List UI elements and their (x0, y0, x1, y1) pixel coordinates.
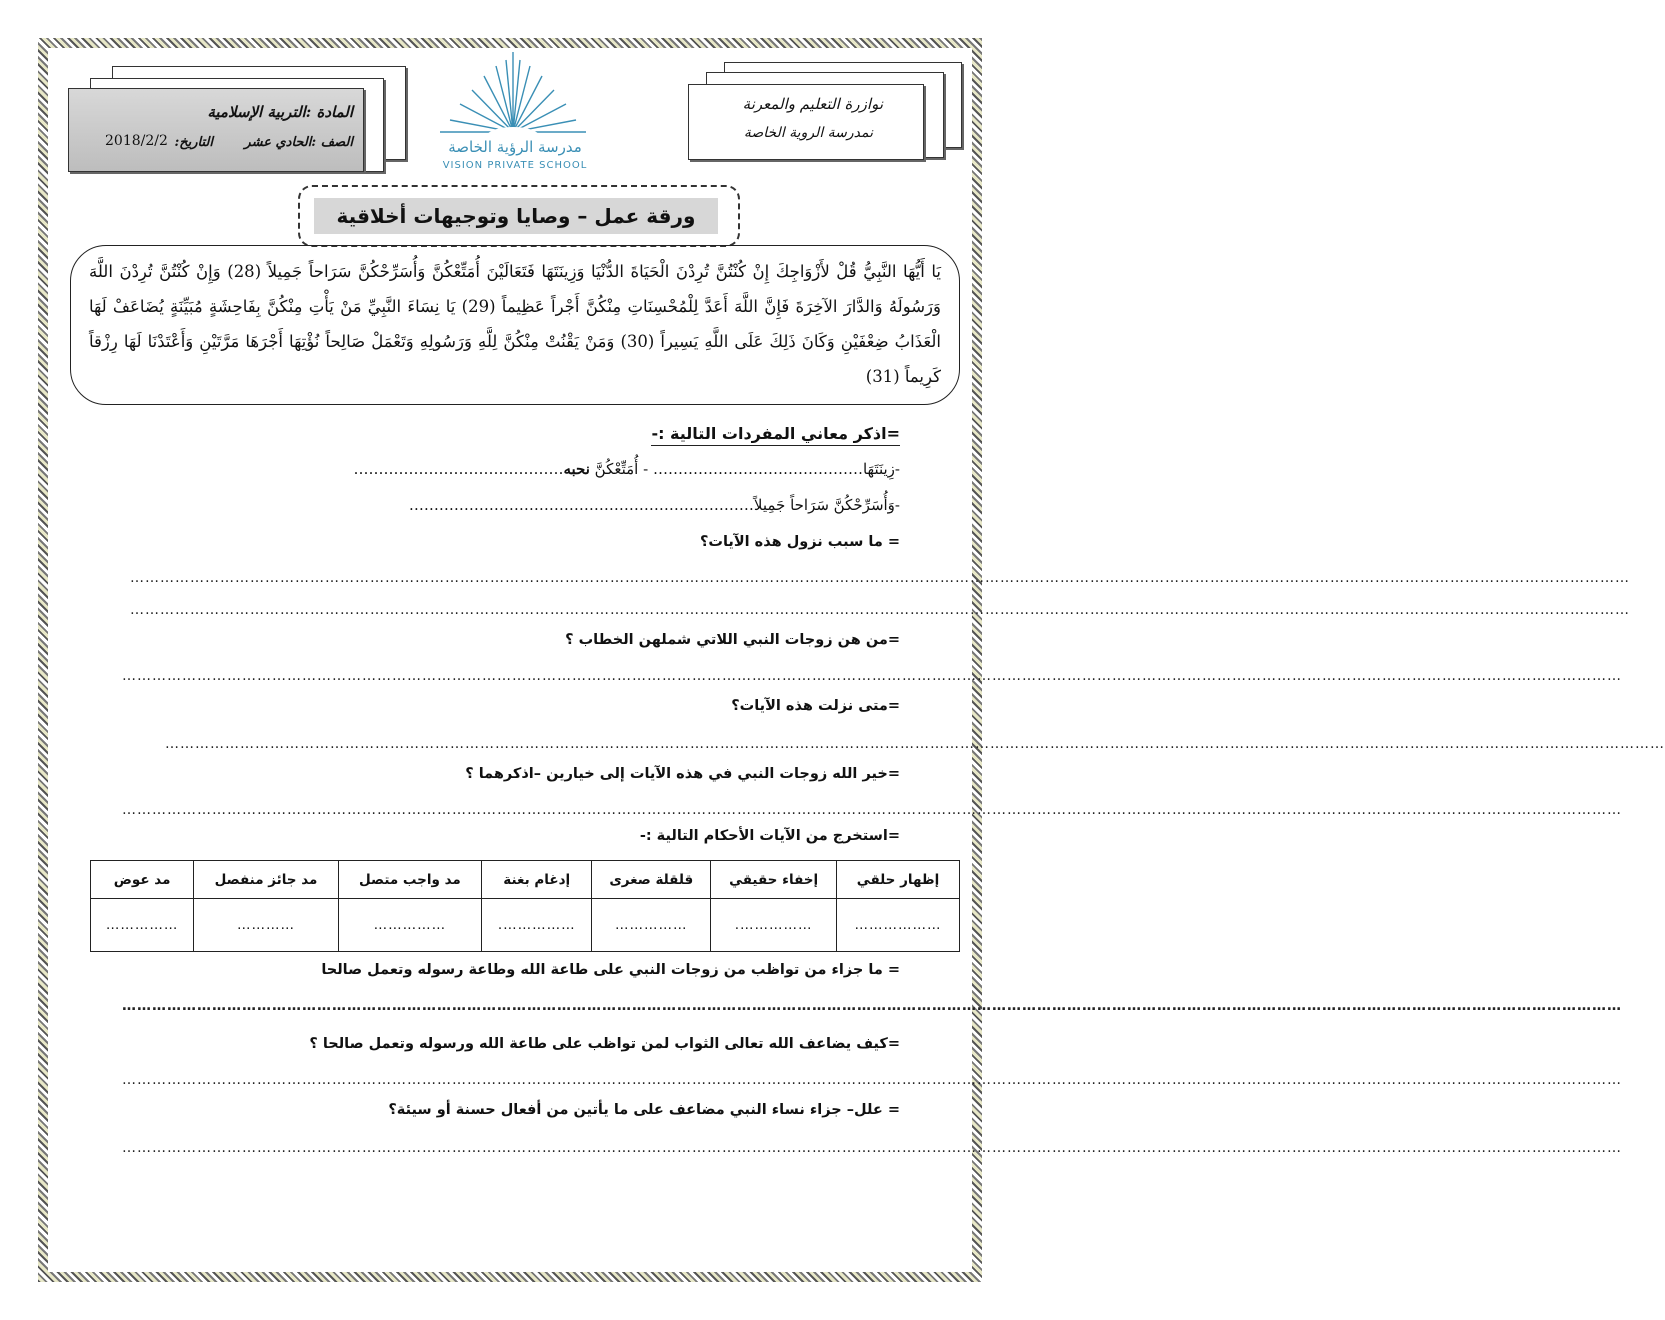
question-reason-revelation: = ما سبب نزول هذه الآيات؟ (699, 534, 900, 550)
logo-arabic-name: مدرسة الرؤية الخاصة (448, 138, 582, 156)
question-when-revealed: =متى نزلت هذه الآيات؟ (731, 698, 900, 714)
quran-verses-box: يَا أَيُّهَا النَّبِيُّ قُلْ لأَزْوَاجِكَ إِنْ كُنْتُنَّ تُرِدْنَ الْحَيَاةَ الدُّنْيَا وَزِينَتَهَا فَتَعَالَيْنَ أُمَتِّعْكُنَّ وَأُسَرِّحْكُنَّ سَرَاحاً جَمِيلاً (28) وَإِنْ كُنْتُنَّ تُرِدْنَ اللَّهَ وَرَسُولَهُ وَالدَّارَ الآخِرَةَ فَإِنَّ اللَّهَ أَعَدَّ لِلْمُحْسِنَاتِ مِنْكُنَّ أَجْراً عَظِيماً (29) يَا نِسَاءَ النَّبِيِّ مَنْ يَأْتِ مِنْكُنَّ بِفَاحِشَةٍ مُبَيِّنَةٍ يُضَاعَفْ لَهَا الْعَذَابُ ضِعْفَيْنِ وَكَانَ ذَلِكَ عَلَى اللَّهِ يَسِيراً (30) وَمَنْ يَقْنُتْ مِنْكُنَّ لِلَّهِ وَرَسُولِهِ وَتَعْمَلْ صَالِحاً نُؤْتِهَا أَجْرَهَا مَرَّتَيْنِ وَأَعْتَدْنَا لَهَا رِزْقاً كَرِيماً (31) (70, 245, 960, 405)
answer-line[interactable]: ………………………………………………………………………………………………………………………………………………………………………………………………………………………………………………………………………… (122, 802, 1622, 818)
vocab-item-zeenatiha (353, 460, 900, 478)
vocab-word: -زِينَتَهَا (862, 460, 900, 478)
answer-dots[interactable]: …………………………………… (652, 460, 863, 478)
grade-label: الصف :الحادي عشر (244, 135, 353, 150)
table-answer-cell[interactable]: ……………. (711, 899, 837, 952)
question-extract-rules: =استخرج من الآيات الأحكام التالية :- (639, 828, 900, 844)
ministry-card (688, 84, 924, 160)
ministry-line: نوازرة التعليم والمعرنة (742, 95, 883, 113)
table-answer-cell[interactable]: ……………. (482, 899, 592, 952)
logo-english-name: VISION PRIVATE SCHOOL (442, 160, 588, 171)
vocab-word: - أُمَتِّعْكُنَّ (594, 460, 649, 478)
subject-info-card (68, 88, 364, 172)
table-header-cell: إخفاء حقيقي (711, 861, 837, 899)
table-header-cell: إدغام بغنة (482, 861, 592, 899)
answer-line[interactable]: ………………………………………………………………………………………………………………………………………………………………………………………………………………………………………………………………………… (122, 998, 1622, 1014)
answer-line[interactable]: ………………………………………………………………………………………………………………………………………………………………………………………………………………………………………………………………………… (122, 1140, 1622, 1156)
table-header-cell: مد عوض (91, 861, 194, 899)
question-justify: = علل– جزاء نساء النبي مضاعف على ما يأتين من أفعال حسنة أو سيئة؟ (388, 1102, 900, 1118)
table-header-cell: إظهار حلقي (837, 861, 960, 899)
vocab-answer: نحبه (563, 460, 590, 478)
answer-line[interactable]: ………………………………………………………………………………………………………………………………………………………………………………………………………………………………………………………………………… (130, 570, 1630, 586)
answer-dots[interactable]: …………………………………… (353, 460, 564, 478)
tajweed-rules-table (90, 860, 960, 952)
date-value: 2018/2/2 (105, 133, 168, 149)
question-vocabulary: =اذكر معاني المفردات التالية :- (651, 424, 900, 446)
answer-line[interactable]: ………………………………………………………………………………………………………………………………………………………………………………………………………………………………………………………………………… (122, 668, 1622, 684)
subject-label: المادة :التربية الإسلامية (207, 103, 353, 121)
date-label: التاريخ: (174, 135, 213, 150)
answer-line[interactable]: ………………………………………………………………………………………………………………………………………………………………………………………………………………………………………………………………………… (122, 1072, 1622, 1088)
table-header-cell: مد واجب متصل (338, 861, 481, 899)
table-answer-cell[interactable]: …………… (338, 899, 481, 952)
table-answer-row (91, 899, 960, 952)
table-header-cell: قلقلة صغرى (592, 861, 711, 899)
question-how-doubled: =كيف يضاعف الله تعالى الثواب لمن تواظب على طاعة الله ورسوله وتعمل صالحا ؟ (309, 1036, 900, 1052)
question-reward: = ما جزاء من تواظب من زوجات النبي على طاعة الله وطاعة رسوله وتعمل صالحا (321, 962, 900, 978)
table-header-row (91, 861, 960, 899)
question-wives-addressed: =من هن زوجات النبي اللاتي شملهن الخطاب ؟ (565, 632, 900, 648)
worksheet-title: ورقة عمل – وصايا وتوجيهات أخلاقية (314, 198, 718, 234)
answer-line[interactable]: ………………………………………………………………………………………………………………………………………………………………………………………………………………………………………………………………………… (165, 736, 1665, 752)
vocab-word: -وَأُسَرِّحْكُنَّ سَرَاحاً جَمِيلاً (753, 496, 900, 514)
question-two-choices: =خير الله زوجات النبي في هذه الآيات إلى خيارين –اذكرهما ؟ (465, 766, 900, 782)
school-line: نمدرسة الروية الخاصة (743, 125, 873, 141)
table-answer-cell[interactable]: ………… (194, 899, 339, 952)
vocab-item-usarrihkunna (409, 496, 900, 514)
table-answer-cell[interactable]: …………… (592, 899, 711, 952)
answer-dots[interactable]: …………………………………………………………… (408, 496, 754, 514)
table-answer-cell[interactable]: ……………… (837, 899, 960, 952)
table-header-cell: مد جائز منفصل (194, 861, 339, 899)
table-answer-cell[interactable]: …………… (91, 899, 194, 952)
answer-line[interactable]: ………………………………………………………………………………………………………………………………………………………………………………………………………………………………………………………………………… (130, 602, 1630, 618)
